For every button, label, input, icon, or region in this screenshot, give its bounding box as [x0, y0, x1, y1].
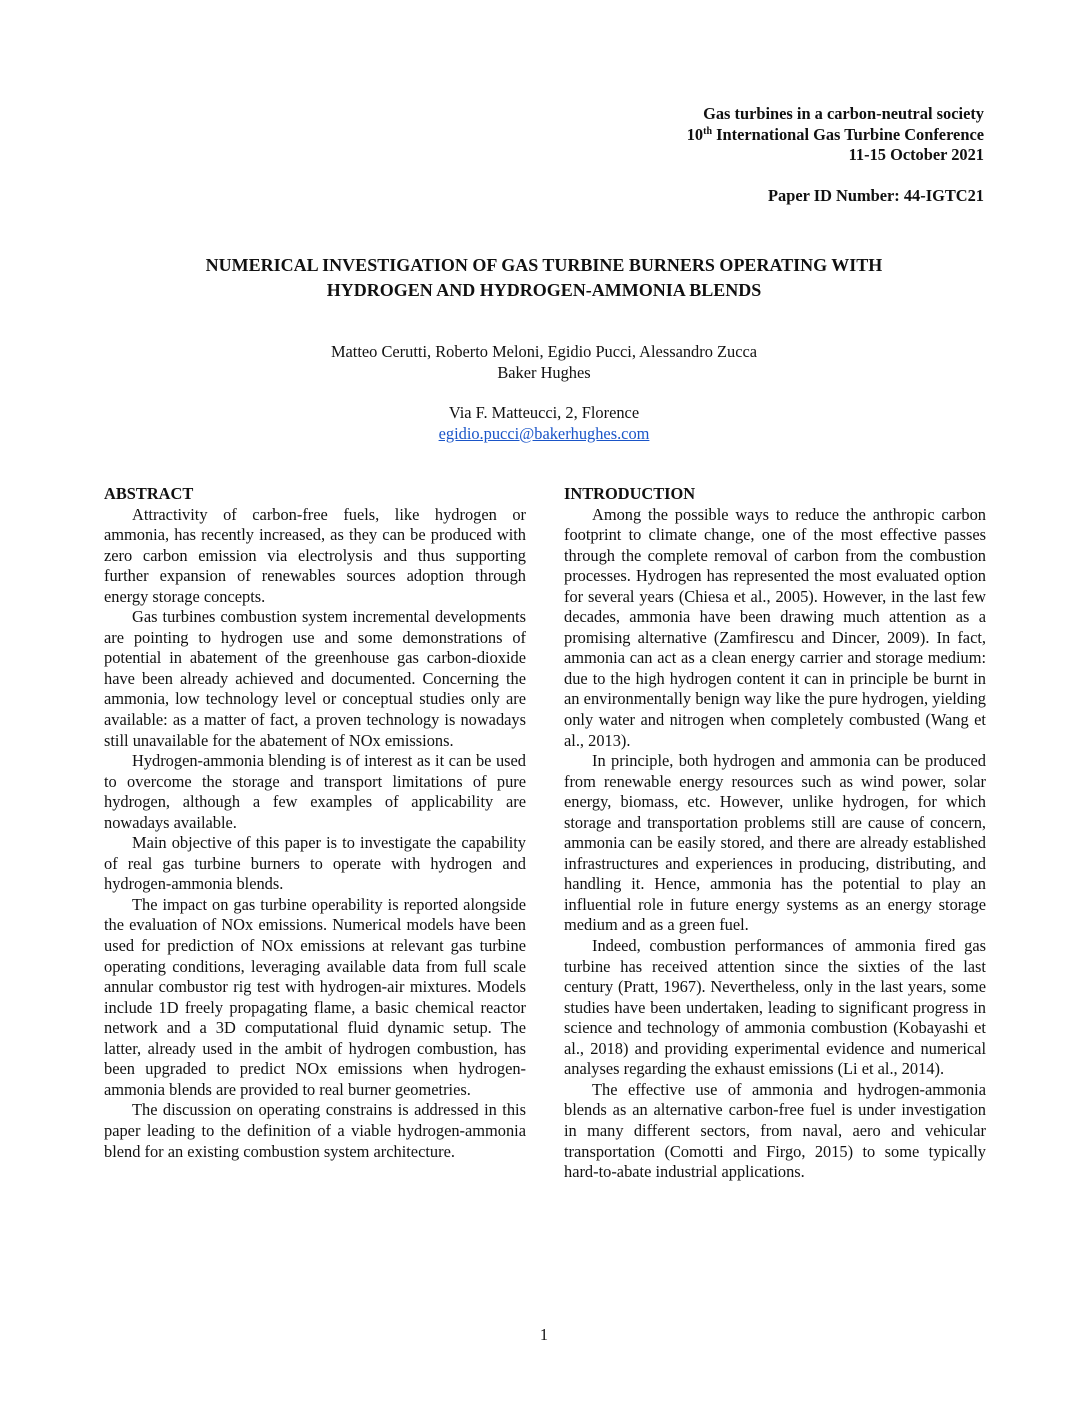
paper-title [90, 253, 998, 303]
abstract-section [104, 484, 526, 1162]
abstract-paragraph: Attractivity of carbon-free fuels, like hydrogen or ammonia, has recently increased, as they can be produced with zero carbon emission via electrolysis and thus supporting further expansion of renewables sources adoption through energy storage concepts. [104, 504, 526, 606]
abstract-paragraph: The impact on gas turbine operability is reported alongside the evaluation of NOx emissions. Numerical models have been used for prediction of NOx emissions at relevant gas turbine operating conditions, leveraging available data from full scale annular combustor rig test with hydrogen-air mixtures. Models include 1D freely propagating flame, a basic chemical reactor network and a 3D computational fluid dynamic setup. The latter, already used in the ambit of hydrogen combustion, has been upgraded to predict NOx emissions when hydrogen-ammonia blends are provided to real burner geometries. [104, 894, 526, 1099]
title-line-2: HYDROGEN AND HYDROGEN-AMMONIA BLENDS [326, 280, 762, 300]
conference-edition-suffix: th [703, 125, 713, 137]
author-names: Matteo Cerutti, Roberto Meloni, Egidio Pucci, Alessandro Zucca [330, 342, 758, 361]
conference-title: International Gas Turbine Conference [712, 124, 984, 144]
page-number: 1 [539, 1325, 549, 1344]
introduction-paragraph: The effective use of ammonia and hydrogen-ammonia blends as an alternative carbon-free fuel is under investigation in many different sectors, from naval, aero and vehicular transportation (Comotti and Firgo, 2015) to some typically hard-to-abate industrial applications. [564, 1079, 986, 1182]
paper-id: Paper ID Number: 44-IGTC21 [768, 186, 984, 205]
author-contact [300, 403, 788, 444]
conference-info [424, 104, 984, 166]
introduction-heading: INTRODUCTION [564, 484, 696, 503]
conference-dates: 11-15 October 2021 [848, 145, 984, 164]
conference-edition: 10 [686, 124, 704, 144]
author-address: Via F. Matteucci, 2, Florence [448, 403, 640, 422]
title-line-1: NUMERICAL INVESTIGATION OF GAS TURBINE BURNERS OPERATING WITH [205, 255, 883, 275]
abstract-paragraph: Hydrogen-ammonia blending is of interest as it can be used to overcome the storage and transport limitations of pure hydrogen, although a few examples of applicability are nowadays available. [104, 751, 526, 832]
conference-name [424, 125, 984, 146]
author-block [200, 342, 888, 383]
introduction-section [564, 484, 986, 1183]
abstract-paragraph: Main objective of this paper is to investigate the capability of real gas turbine burners to operate with hydrogen and hydrogen-ammonia blends. [104, 833, 526, 894]
introduction-paragraph: In principle, both hydrogen and ammonia can be produced from renewable energy resources such as wind power, solar energy, biomass, etc. However, unlike hydrogen, for which storage and transportation problems still are cause of concern, ammonia can be easily stored, and there are already established infrastructures and experiences in producing, distributing, and handling it. Hence, ammonia has the potential to play an influential role in future energy systems as an energy storage medium and as a green fuel. [564, 751, 986, 935]
author-email-link[interactable]: egidio.pucci@bakerhughes.com [438, 423, 650, 443]
author-affiliation: Baker Hughes [497, 362, 591, 382]
conference-theme: Gas turbines in a carbon-neutral society [703, 104, 984, 123]
abstract-paragraph: Gas turbines combustion system incremental developments are pointing to hydrogen use and some demonstrations of potential in abatement of the greenhouse gas carbon-dioxide have been already achieved and documented. Concerning the ammonia, low technology level or conceptual studies only are available: as a matter of fact, a proven technology is nowadays still unavailable for the abatement of NOx emissions. [104, 607, 526, 750]
introduction-paragraph: Indeed, combustion performances of ammonia fired gas turbine has received attention since the sixties of the last century (Pratt, 1967). Nevertheless, only in the last years, some studies have been undertaken, leading to significant progress in science and technology of ammonia combustion (Kobayashi et al., 2018) and providing experimental evidence and numerical analyses regarding the exhaust emissions (Li et al., 2014). [564, 936, 986, 1079]
abstract-paragraph: The discussion on operating constrains is addressed in this paper leading to the definition of a viable hydrogen-ammonia blend for an existing combustion system architecture. [104, 1100, 526, 1161]
abstract-heading: ABSTRACT [104, 484, 194, 503]
introduction-paragraph: Among the possible ways to reduce the anthropic carbon footprint to climate change, one of the most effective passes through the complete removal of carbon from the combustion processes. Hydrogen has represented the most evaluated option for several years (Chiesa et al., 2005). However, in the last few decades, ammonia have been drawing much attention as a promising alternative (Zamfirescu and Dincer, 2009). In fact, ammonia can act as a clean energy carrier and storage medium: due to the high hydrogen content it can in principle be burnt in an environmentally benign way like the pure hydrogen, yielding only water and nitrogen when completely combusted (Wang et al., 2013). [564, 504, 986, 750]
